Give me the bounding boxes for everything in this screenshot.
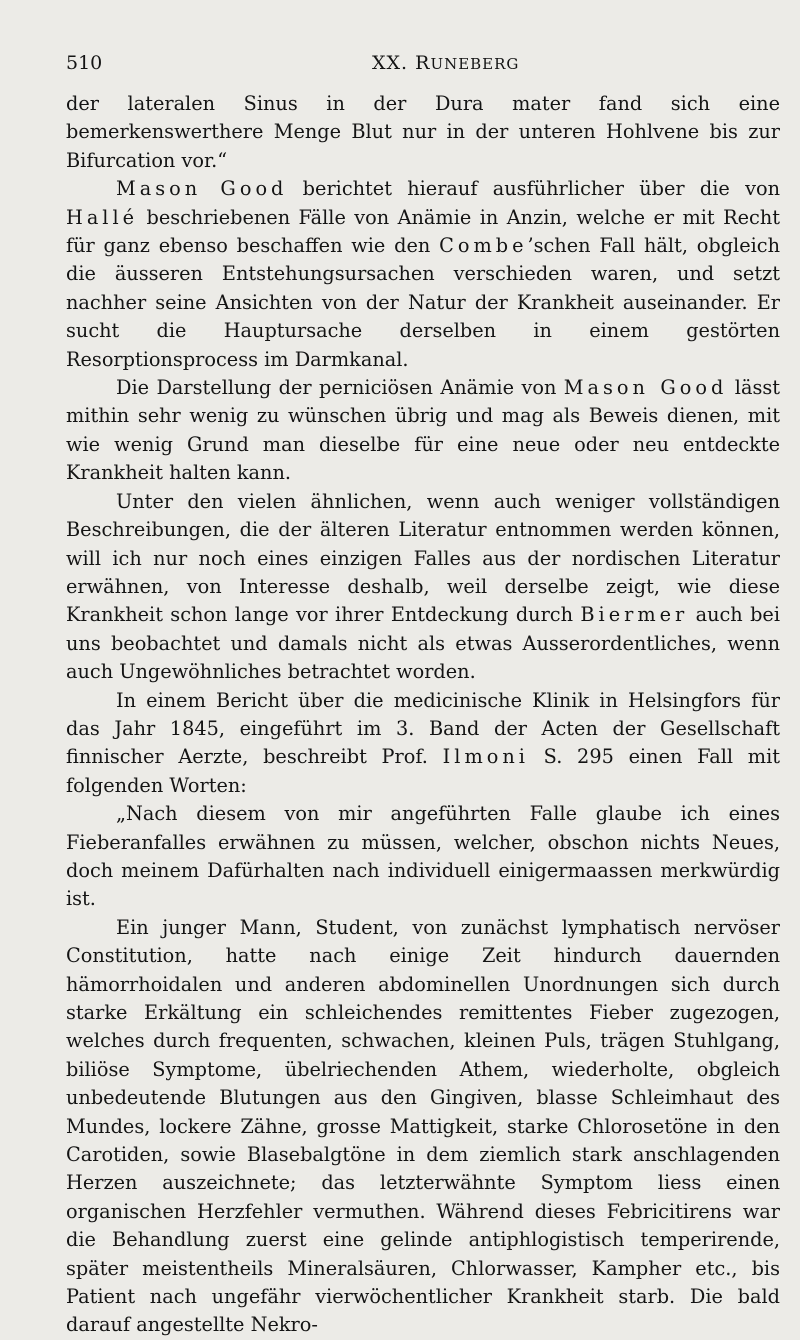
spaced-name: Biermer	[580, 603, 689, 627]
text-run: Die Darstellung der perniciösen Anämie von	[116, 376, 564, 400]
text-run: beschriebenen Fälle von Anämie in Anzin, welche er mit Recht für ganz ebenso beschaffen wie den	[66, 205, 780, 258]
paragraph	[66, 914, 780, 1340]
running-title-prefix: XX. R	[372, 52, 431, 74]
spaced-name: Ilmoni	[442, 745, 529, 769]
text-run: In einem Bericht über die medicinische Klinik in Helsingfors für das Jahr 1845, eingeführt im 3. Band der Acten der Gesellschaft finnischer Aerzte, beschreibt Prof.	[66, 688, 780, 769]
spaced-name: Hallé	[66, 205, 139, 229]
text-run: ’schen Fall hält, obgleich die äusseren Entstehungsursachen verschieden waren, und setzt nachher seine Ansichten von der Natur der Krankheit auseinander. Er sucht die Hauptursache derselben in einem gestörten Resorptionsprocess im Darmkanal.	[66, 234, 780, 371]
text-run: berichtet hierauf ausführlicher über die von	[287, 177, 781, 201]
text-run: lässt mithin sehr wenig zu wünschen übrig und mag als Beweis dienen, mit wie wenig Grund man dieselbe für eine neue oder neu entdeckte Krankheit halten kann.	[66, 376, 780, 485]
paragraph	[66, 488, 780, 687]
paragraph	[66, 90, 780, 175]
paragraph	[66, 175, 780, 374]
spaced-name: Mason Good	[563, 376, 728, 400]
running-title-smallcaps: UNEBERG	[430, 55, 520, 73]
paragraph	[66, 800, 780, 914]
running-title	[372, 52, 519, 74]
running-head	[66, 48, 780, 78]
paragraph	[66, 374, 780, 488]
spaced-name: Combe	[439, 234, 528, 258]
body-text	[66, 90, 780, 1340]
paragraph	[66, 687, 780, 801]
text-run: S. 295 einen Fall mit folgenden Worten:	[66, 745, 780, 797]
text-run: auch bei uns beobachtet und damals nicht als etwas Ausserordentliches, wenn auch Ungewöhnliches betrachtet worden.	[66, 603, 780, 684]
page-number: 510	[66, 52, 103, 74]
spaced-name: Mason Good	[116, 177, 288, 201]
text-run: Unter den vielen ähnlichen, wenn auch weniger vollständigen Beschreibungen, die der älteren Literatur entnommen werden können, will ich nur noch eines einzigen Falles aus der nordischen Literatur erwähnen, von Interesse deshalb, weil derselbe zeigt, wie diese Krankheit schon lange vor ihrer Entdeckung durch	[66, 489, 780, 627]
text-run: Ein junger Mann, Student, von zunächst lymphatisch nervöser Constitution, hatte nach einige Zeit hindurch dauernden hämorrhoidalen und anderen abdominellen Unordnungen sich durch starke Erkältung ein schleichendes remittentes Fieber zugezogen, welches durch frequenten, schwachen, kleinen Puls, trägen Stuhlgang, biliöse Symptome, übelriechenden Athem, wiederholte, obgleich unbedeutende Blutungen aus den Gingiven, blasse Schleimhaut des Mundes, lockere Zähne, grosse Mattigkeit, starke Chlorosetöne in den Carotiden, sowie Blasebalgtöne in dem ziemlich stark anschlagenden Herzen auszeichnete; das letzterwähnte Symptom liess einen organischen Herzfehler vermuthen. Während dieses Febricitirens war die Behandlung zuerst eine gelinde antiphlogistisch temperirende, später meistentheils Mineralsäuren, Chlorwasser, Kampher etc., bis Patient nach ungefähr vierwöchentlicher Krankheit starb. Die bald darauf angestellte Nekro-	[66, 915, 780, 1337]
text-run: „Nach diesem von mir angeführten Falle glaube ich eines Fieberanfalles erwähnen zu müssen, welcher, obschon nichts Neues, doch meinem Dafürhalten nach individuell einigermaassen merkwürdig ist.	[66, 802, 780, 911]
text-run: der lateralen Sinus in der Dura mater fand sich eine bemerkenswerthere Menge Blut nur in der unteren Hohlvene bis zur Bifurcation vor.“	[66, 92, 780, 172]
